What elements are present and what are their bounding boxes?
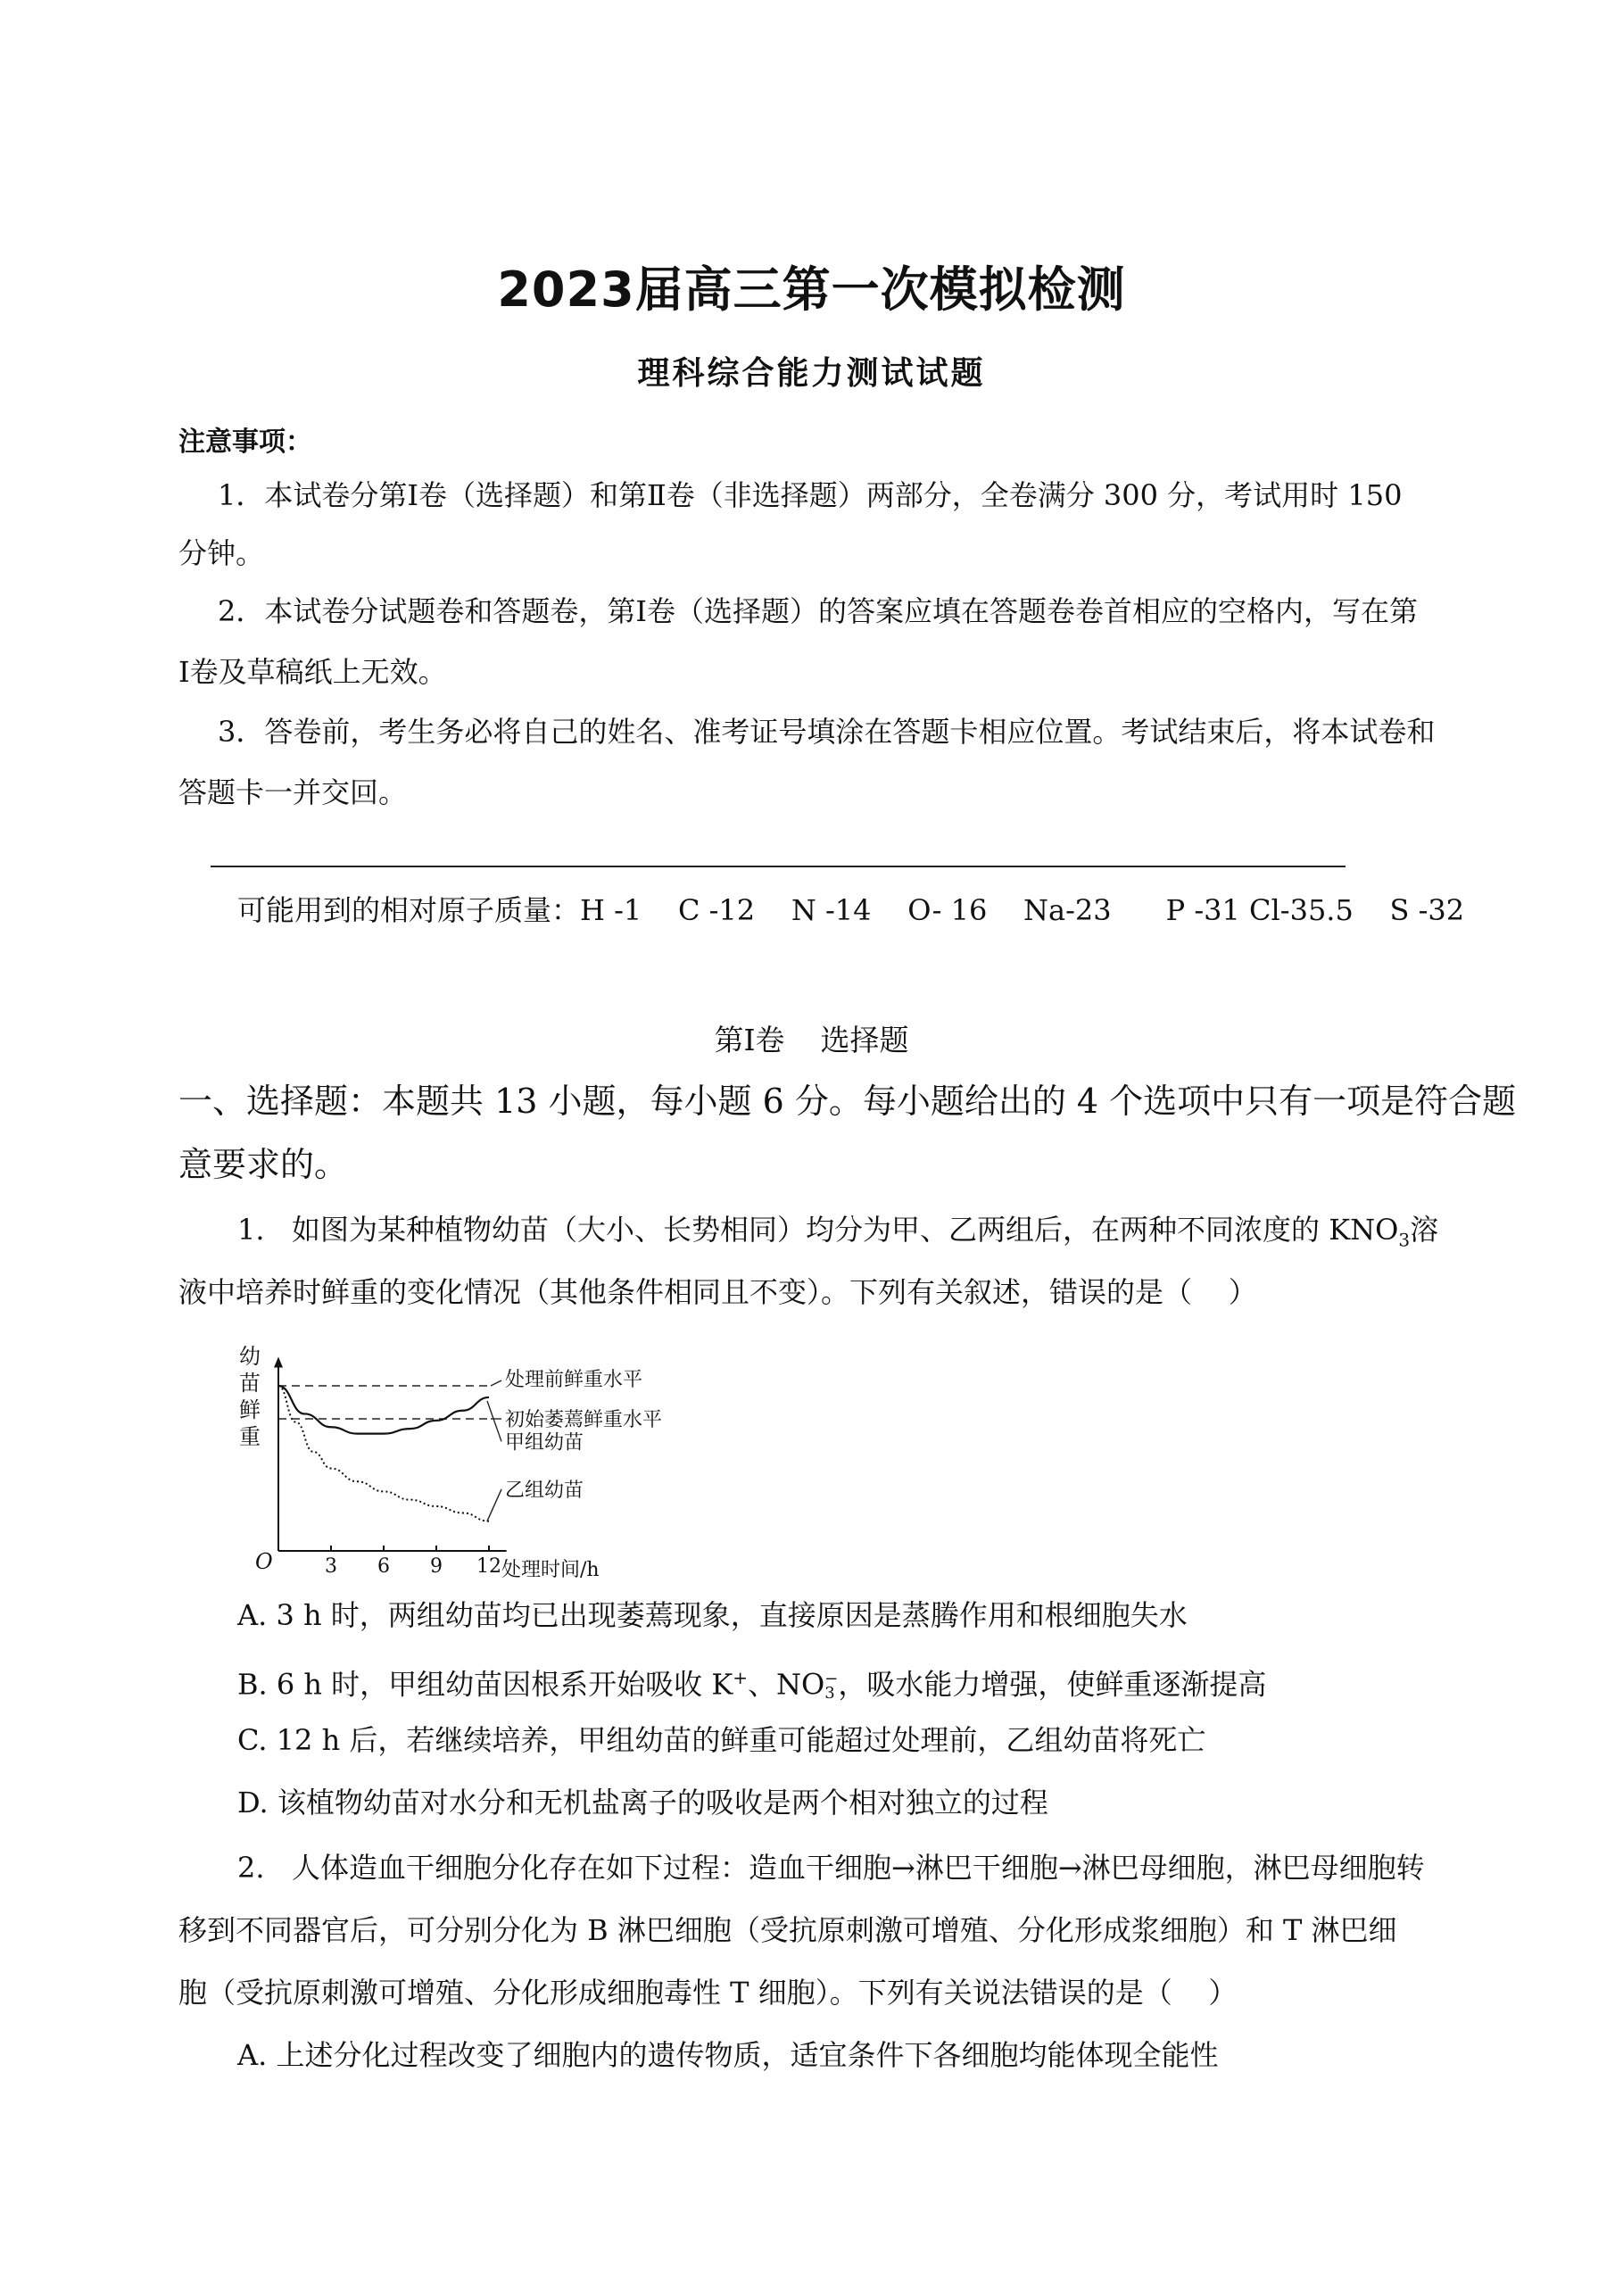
reference-line-label: 处理前鲜重水平 (505, 1369, 643, 1391)
section-name: 选择题 (820, 1023, 909, 1057)
q1-stem-line-1 (237, 1212, 1438, 1257)
x-axis-label: 处理时间/h (501, 1559, 600, 1579)
origin-label: O (255, 1549, 273, 1574)
section-part: 第Ⅰ卷 (714, 1023, 785, 1057)
q1-option-b-minus: − (824, 1670, 839, 1689)
exam-title: 2023届高三第一次模拟检测 (497, 261, 1126, 318)
note-1-line-1: 1．本试卷分第Ⅰ卷（选择题）和第Ⅱ卷（非选择题）两部分，全卷满分 300 分，考试用时 150 (218, 478, 1403, 512)
series-leader (487, 1489, 501, 1521)
y-axis-arrow (274, 1357, 283, 1368)
q2-line-1: 2. 人体造血干细胞分化存在如下过程：造血干细胞→淋巴干细胞→淋巴母细胞，淋巴母细胞转 (237, 1851, 1425, 1885)
note-1-line-2: 分钟。 (178, 536, 265, 570)
series-line (278, 1386, 489, 1434)
reference-line-label: 初始萎蔫鲜重水平 (505, 1409, 663, 1431)
separator-rule (211, 866, 1346, 867)
q2-line-2: 移到不同器官后，可分别分化为 B 淋巴细胞（受抗原刺激可增殖、分化形成浆细胞）和 T 淋巴细 (178, 1913, 1397, 1947)
reference-leader (491, 1380, 501, 1386)
q1-option-b-charge (824, 1672, 838, 1701)
q1-stem-end: 溶 (1410, 1213, 1439, 1247)
series-label: 甲组幼苗 (505, 1431, 584, 1455)
fresh-weight-chart (223, 1339, 758, 1579)
note-2-line-1: 2．本试卷分试题卷和答题卷，第Ⅰ卷（选择题）的答案应填在答题卷卷首相应的空格内，写在第 (218, 594, 1419, 628)
series-leader (487, 1401, 501, 1441)
note-3-line-2: 答题卡一并交回。 (178, 775, 408, 809)
y-label-char: 幼 (239, 1344, 261, 1369)
y-label-char: 苗 (239, 1371, 261, 1396)
series-line (278, 1386, 489, 1521)
series-label: 乙组幼苗 (505, 1479, 584, 1502)
notes-heading: 注意事项： (178, 427, 312, 458)
q1-option-b-sup: + (733, 1667, 749, 1688)
q1-option-d: D. 该植物幼苗对水分和无机盐离子的吸收是两个相对独立的过程 (237, 1786, 1048, 1819)
q1-stem-text: 1. 如图为某种植物幼苗（大小、长势相同）均分为甲、乙两组后，在两种不同浓度的 KNO (237, 1213, 1399, 1247)
instructions-line-1: 一、选择题：本题共 13 小题，每小题 6 分。每小题给出的 4 个选项中只有一项是符合题 (178, 1082, 1517, 1121)
q2-option-a: A. 上述分化过程改变了细胞内的遗传物质，适宜条件下各细胞均能体现全能性 (237, 2038, 1219, 2072)
exam-subtitle: 理科综合能力测试试题 (637, 354, 986, 392)
x-tick-label: 3 (325, 1555, 337, 1578)
atomic-masses: 可能用到的相对原子质量：H -1 C -12 N -14 O- 16 Na-23 P -31 Cl-35.5 S -32 (237, 893, 1465, 927)
q1-option-a: A. 3 h 时，两组幼苗均已出现萎蔫现象，直接原因是蒸腾作用和根细胞失水 (237, 1598, 1188, 1632)
x-tick-label: 12 (476, 1555, 501, 1578)
note-2-line-2: Ⅰ卷及草稿纸上无效。 (178, 655, 447, 689)
instructions-line-2: 意要求的。 (178, 1145, 349, 1184)
q1-option-b-sub: 3 (824, 1684, 835, 1703)
q1-option-b-ion: 、NO (748, 1667, 825, 1702)
q1-stem-line-2: 液中培养时鲜重的变化情况（其他条件相同且不变）。下列有关叙述，错误的是（ ） (178, 1275, 1257, 1309)
y-axis-label (239, 1344, 261, 1449)
q2-line-3: 胞（受抗原刺激可增殖、分化形成细胞毒性 T 细胞）。下列有关说法错误的是（ ） (178, 1976, 1238, 2010)
section-heading (0, 1017, 1623, 1059)
y-label-char: 鲜 (239, 1397, 261, 1422)
q1-subscript: 3 (1398, 1229, 1411, 1251)
note-3-line-1: 3．答卷前，考生务必将自己的姓名、准考证号填涂在答题卡相应位置。考试结束后，将本试卷和 (218, 715, 1436, 749)
q1-option-b-end: ，吸水能力增强，使鲜重逐渐提高 (838, 1667, 1267, 1702)
q1-option-b-text: B. 6 h 时，甲组幼苗因根系开始吸收 K (237, 1667, 733, 1702)
x-tick-label: 6 (377, 1555, 390, 1578)
x-tick-label: 9 (430, 1555, 443, 1578)
y-label-char: 重 (239, 1424, 261, 1449)
q1-option-b (237, 1660, 1266, 1703)
q1-option-c: C. 12 h 后，若继续培养，甲组幼苗的鲜重可能超过处理前，乙组幼苗将死亡 (237, 1723, 1206, 1757)
